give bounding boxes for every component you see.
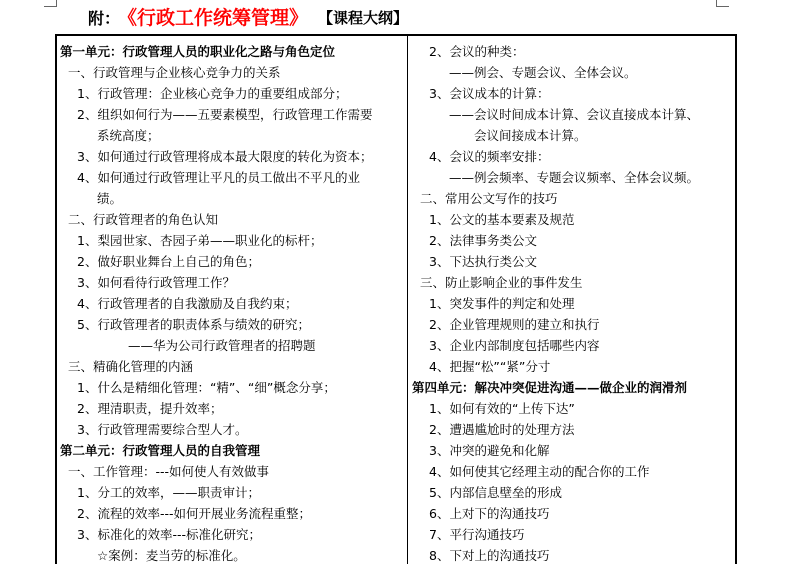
section-heading: 一、行政管理与企业核心竞争力的关系 [68,65,281,80]
header-prefix: 附： [88,9,121,28]
outline-item: 5、内部信息壁垒的形成 [429,485,562,500]
outline-item: 7、平行沟通技巧 [429,527,525,542]
outline-item: 1、什么是精细化管理：“精”、“细”概念分享； [77,380,336,395]
outline-note: ☆案例：麦当劳的标准化。 [97,548,246,563]
outline-item: 4、行政管理者的自我激励及自我约束； [77,296,298,311]
right-column [412,41,734,566]
section-heading: 三、精确化管理的内涵 [68,359,194,374]
crop-mark-left [44,0,57,7]
outline-note: ——例会、专题会议、全体会议。 [449,65,637,80]
outline-item: 1、行政管理：企业核心竞争力的重要组成部分； [77,86,348,101]
left-column [60,41,405,566]
section-heading: 一、工作管理：---如何使人有效做事 [68,464,270,479]
outline-item: 2、遭遇尴尬时的处理方法 [429,422,575,437]
outline-item: 1、分工的效率，——职责审计； [77,485,260,500]
section-heading: 二、行政管理者的角色认知 [68,212,219,227]
outline-item: 1、公文的基本要素及规范 [429,212,575,227]
outline-item: 3、下达执行类公文 [429,254,537,269]
outline-item: 2、做好职业舞台上自己的角色； [77,254,260,269]
outline-item: 5、行政管理者的职责体系与绩效的研究； [77,317,310,332]
outline-item-continuation: 绩。 [97,191,123,206]
unit-heading: 第一单元：行政管理人员的职业化之路与角色定位 [60,44,336,59]
outline-item: 3、会议成本的计算： [429,86,550,101]
outline-item: 2、理清职责，提升效率； [77,401,223,416]
section-heading: 二、常用公文写作的技巧 [420,191,558,206]
column-divider [407,34,408,564]
outline-item: 4、如何通过行政管理让平凡的员工做出不平凡的业 [77,170,360,185]
outline-item: 4、如何使其它经理主动的配合你的工作 [429,464,650,479]
outline-item: 4、把握“松”“紧”分寸 [429,359,551,374]
outline-item: 2、法律事务类公文 [429,233,537,248]
outline-item: 2、流程的效率---如何开展业务流程重整； [77,506,311,521]
outline-item: 1、梨园世家、杏园子弟——职业化的标杆； [77,233,323,248]
crop-mark-right [716,0,729,7]
section-heading: 三、防止影响企业的事件发生 [420,275,583,290]
outline-item: 3、如何看待行政管理工作？ [77,275,235,290]
outline-item: 3、企业内部制度包括哪些内容 [429,338,600,353]
outline-item: 4、会议的频率安排： [429,149,550,164]
outline-item: 3、行政管理需要综合型人才。 [77,422,248,437]
unit-heading: 第二单元：行政管理人员的自我管理 [60,443,261,458]
document-header [0,0,793,34]
outline-label: 【课程大纲】 [318,9,409,27]
outline-item: 3、冲突的避免和化解 [429,443,550,458]
outline-item: 2、企业管理规则的建立和执行 [429,317,600,332]
outline-note: ——会议时间成本计算、会议直接成本计算、 [449,107,700,122]
outline-note: ——华为公司行政管理者的招聘题 [128,338,316,353]
outline-item-continuation: 系统高度； [97,128,160,143]
outline-item: 3、如何通过行政管理将成本最大限度的转化为资本； [77,149,373,164]
outline-note: ——例会频率、专题会议频率、全体会议频。 [449,170,700,185]
outline-item: 8、下对上的沟通技巧 [429,548,550,563]
outline-item: 1、如何有效的“上传下达” [429,401,575,416]
outline-item: 2、组织如何行为——五要素模型，行政管理工作需要 [77,107,373,122]
course-title: 《行政工作统筹管理》 [118,7,309,29]
outline-item-continuation: 会议间接成本计算。 [474,128,587,143]
outline-item: 2、会议的种类： [429,44,525,59]
outline-item: 1、突发事件的判定和处理 [429,296,575,311]
unit-heading: 第四单元：解决冲突促进沟通——做企业的润滑剂 [412,380,688,395]
outline-item: 6、上对下的沟通技巧 [429,506,550,521]
outline-item: 3、标准化的效率---标准化研究； [77,527,261,542]
